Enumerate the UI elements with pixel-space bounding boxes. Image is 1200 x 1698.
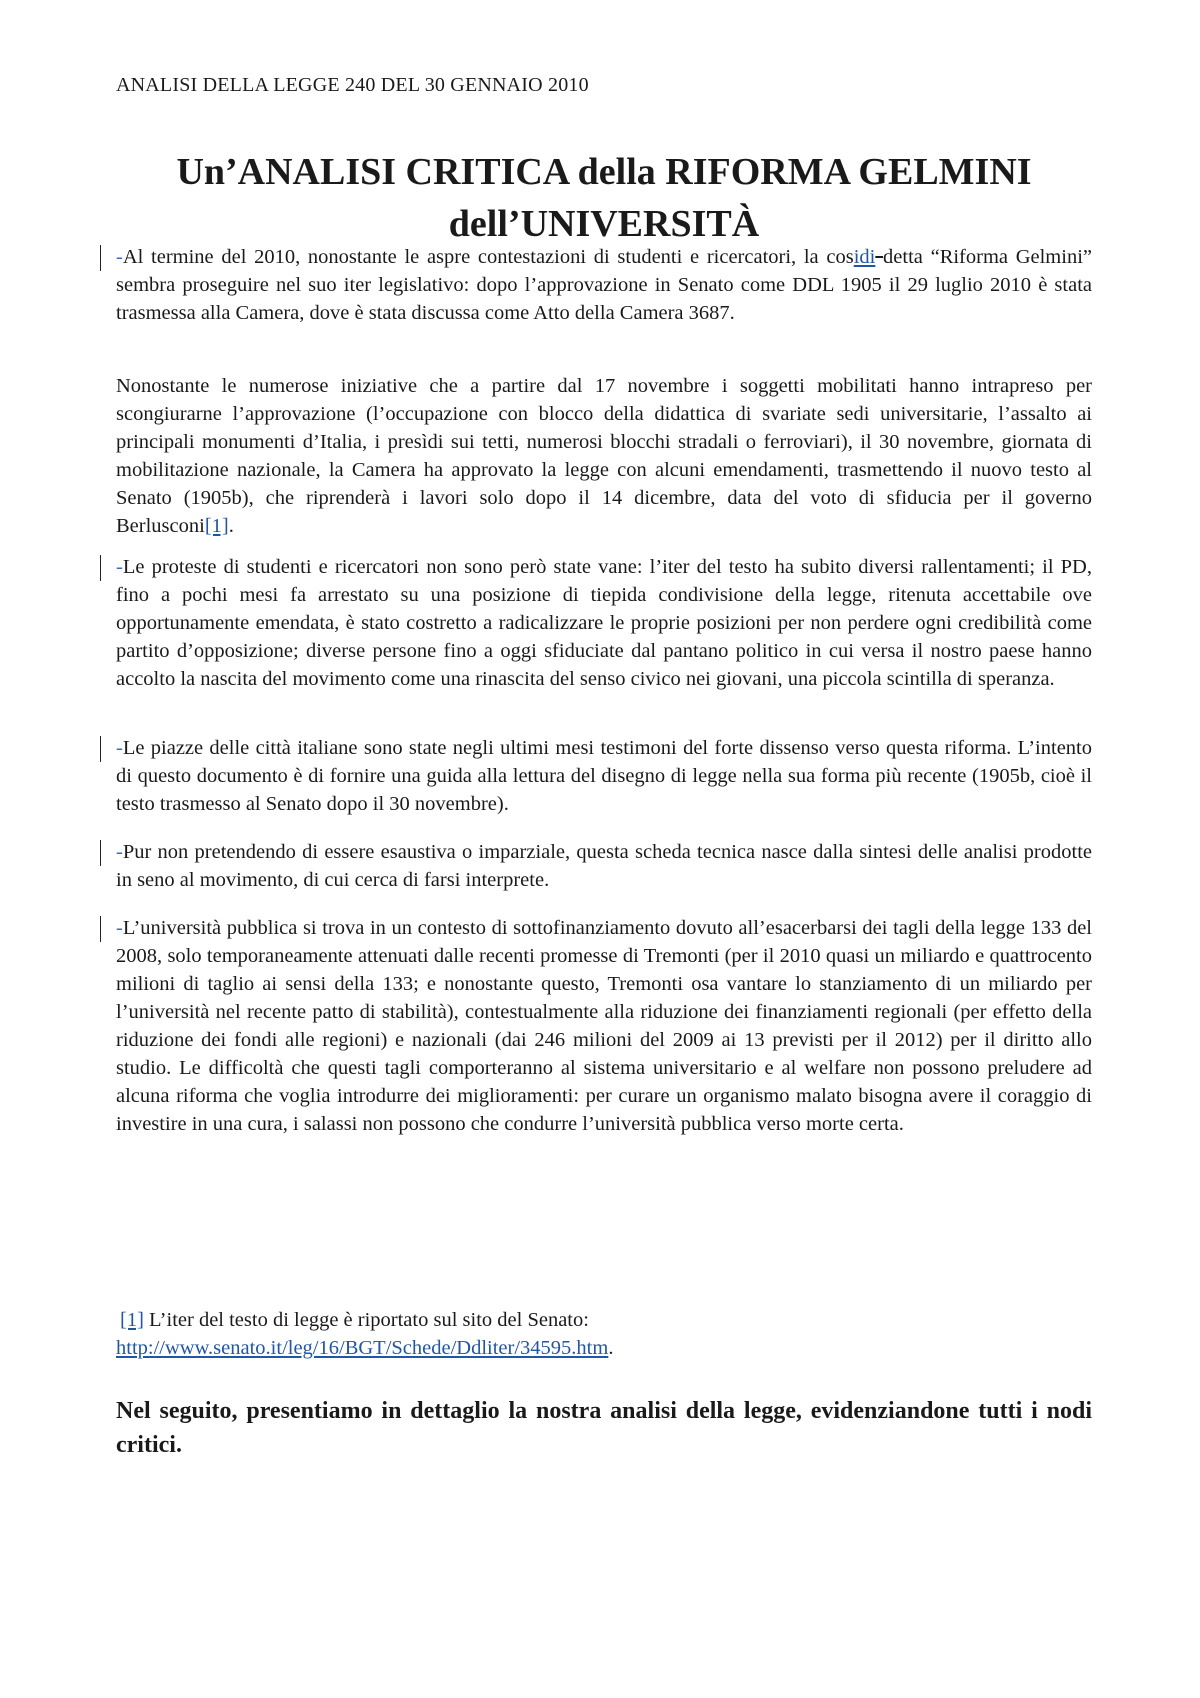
paragraph-text: Pur non pretendendo di essere esaustiva o imparziale, questa scheda tecnica nasce dalla sintesi delle analisi prodotte in seno al movimento, di cui cerca di farsi interprete. [116, 841, 1092, 891]
paragraph-text: Le piazze delle città italiane sono state negli ultimi mesi testimoni del forte dissenso verso questa riforma. L’intento di questo documento è di fornire una guida alla lettura del disegno di legge nella sua forma più recente (1905b, cioè il testo trasmesso al Senato dopo il 30 novembre). [116, 737, 1092, 815]
conclusion-statement: Nel seguito, presentiamo in dettaglio la nostra analisi della legge, evidenziandone tutti i nodi critici. [116, 1398, 1092, 1458]
title-line-2: dell’UNIVERSITÀ [448, 203, 760, 245]
paragraph-protests [116, 553, 1092, 693]
document-title [116, 146, 1092, 250]
footnote [116, 1306, 1092, 1362]
change-bar [100, 916, 101, 942]
paragraph-mobilization [116, 372, 1092, 540]
paragraph-text: detta “Riforma Gelmini” sembra proseguire nel suo iter legislativo: dopo l’approvazione in Senato come DDL 1905 il 29 luglio 2010 è stata trasmessa alla Camera, dove è stata discussa come Atto della Camera 3687. [116, 246, 1092, 324]
senato-url-link[interactable]: http://www.senato.it/leg/16/BGT/Schede/Ddliter/34595.htm [116, 1337, 609, 1359]
paragraph-technical-sheet [116, 838, 1092, 894]
change-bar [100, 555, 101, 581]
running-header: ANALISI DELLA LEGGE 240 DEL 30 GENNAIO 2010 [116, 74, 589, 96]
title-line-1: Un’ANALISI CRITICA della RIFORMA GELMINI [176, 151, 1032, 193]
tracked-dash: - [116, 737, 123, 759]
footnote-end: . [608, 1337, 614, 1359]
tracked-dash: - [116, 246, 123, 268]
paragraph-end: . [228, 515, 234, 537]
paragraph-funding [116, 914, 1092, 1138]
tracked-insertion[interactable]: idi [853, 246, 876, 268]
footnote-reference-link[interactable]: [1] [204, 515, 229, 537]
footnote-mark [116, 1309, 144, 1331]
tracked-dash: - [116, 556, 123, 578]
tracked-dash: - [116, 841, 123, 863]
paragraph-text: Al termine del 2010, nonostante le aspre contestazioni di studenti e ricercatori, la cos [122, 246, 854, 268]
change-bar [100, 840, 101, 866]
change-bar [100, 245, 101, 271]
paragraph-text: Nonostante le numerose iniziative che a partire dal 17 novembre i soggetti mobilitati hanno intrapreso per scongiurarne l’approvazione (l’occupazione con blocco della didattica di svariate sedi universitarie, l’assalto ai principali monumenti d’Italia, i presìdi sui tetti, numerosi blocchi stradali o ferroviari), il 30 novembre, giornata di mobilitazione nazionale, la Camera ha approvato la legge con alcuni emendamenti, trasmettendo il nuovo testo al Senato (1905b), che riprenderà i lavori solo dopo il 14 dicembre, data del voto di sfiducia per il governo Berlusconi [116, 375, 1092, 537]
paragraph-text: Le proteste di studenti e ricercatori non sono però state vane: l’iter del testo ha subito diversi rallentamenti; il PD, fino a pochi mesi fa arrestato su una posizione di tiepida condivisione della legge, ritenuta accettabile ove opportunamente emendata, è stato costretto a radicalizzare le proprie posizioni per non perdere ogni credibilità come partito d’opposizione; diverse persone fino a oggi sfiduciate dal pantano politico in cui versa il nostro paese hanno accolto la nascita del movimento come una rinascita del senso civico nei giovani, una piccola scintilla di speranza. [116, 556, 1092, 690]
change-bar [100, 736, 101, 762]
footnote-back-link[interactable]: [1] [120, 1309, 144, 1331]
footnote-text: L’iter del testo di legge è riportato sul sito del Senato: [143, 1309, 589, 1331]
paragraph-squares [116, 734, 1092, 818]
paragraph-intro [116, 243, 1092, 327]
paragraph-text: L’università pubblica si trova in un contesto di sottofinanziamento dovuto all’esacerbarsi dei tagli della legge 133 del 2008, solo temporaneamente attenuati dalle recenti promesse di Tremonti (per il 2010 quasi un miliardo e quattrocento milioni di taglio ai sensi della 133; e nonostante questo, Tremonti osa vantare lo stanziamento di un miliardo per l’università nel recente patto di stabilità), contestualmente alla riduzione dei finanziamenti regionali (per effetto della riduzione dei fondi alle regioni) e nazionali (dai 246 milioni del 2009 ai 13 previsti per il 2012) per il diritto allo studio. Le difficoltà che questi tagli comporteranno al sistema universitario e al welfare non possono preludere ad alcuna riforma che voglia introdurre dei miglioramenti: per curare un organismo malato bisogna avere il coraggio di investire in una cura, i salassi non possono che condurre l’università pubblica verso morte certa. [116, 917, 1092, 1135]
tracked-deletion[interactable] [875, 246, 883, 268]
tracked-dash: - [116, 917, 123, 939]
